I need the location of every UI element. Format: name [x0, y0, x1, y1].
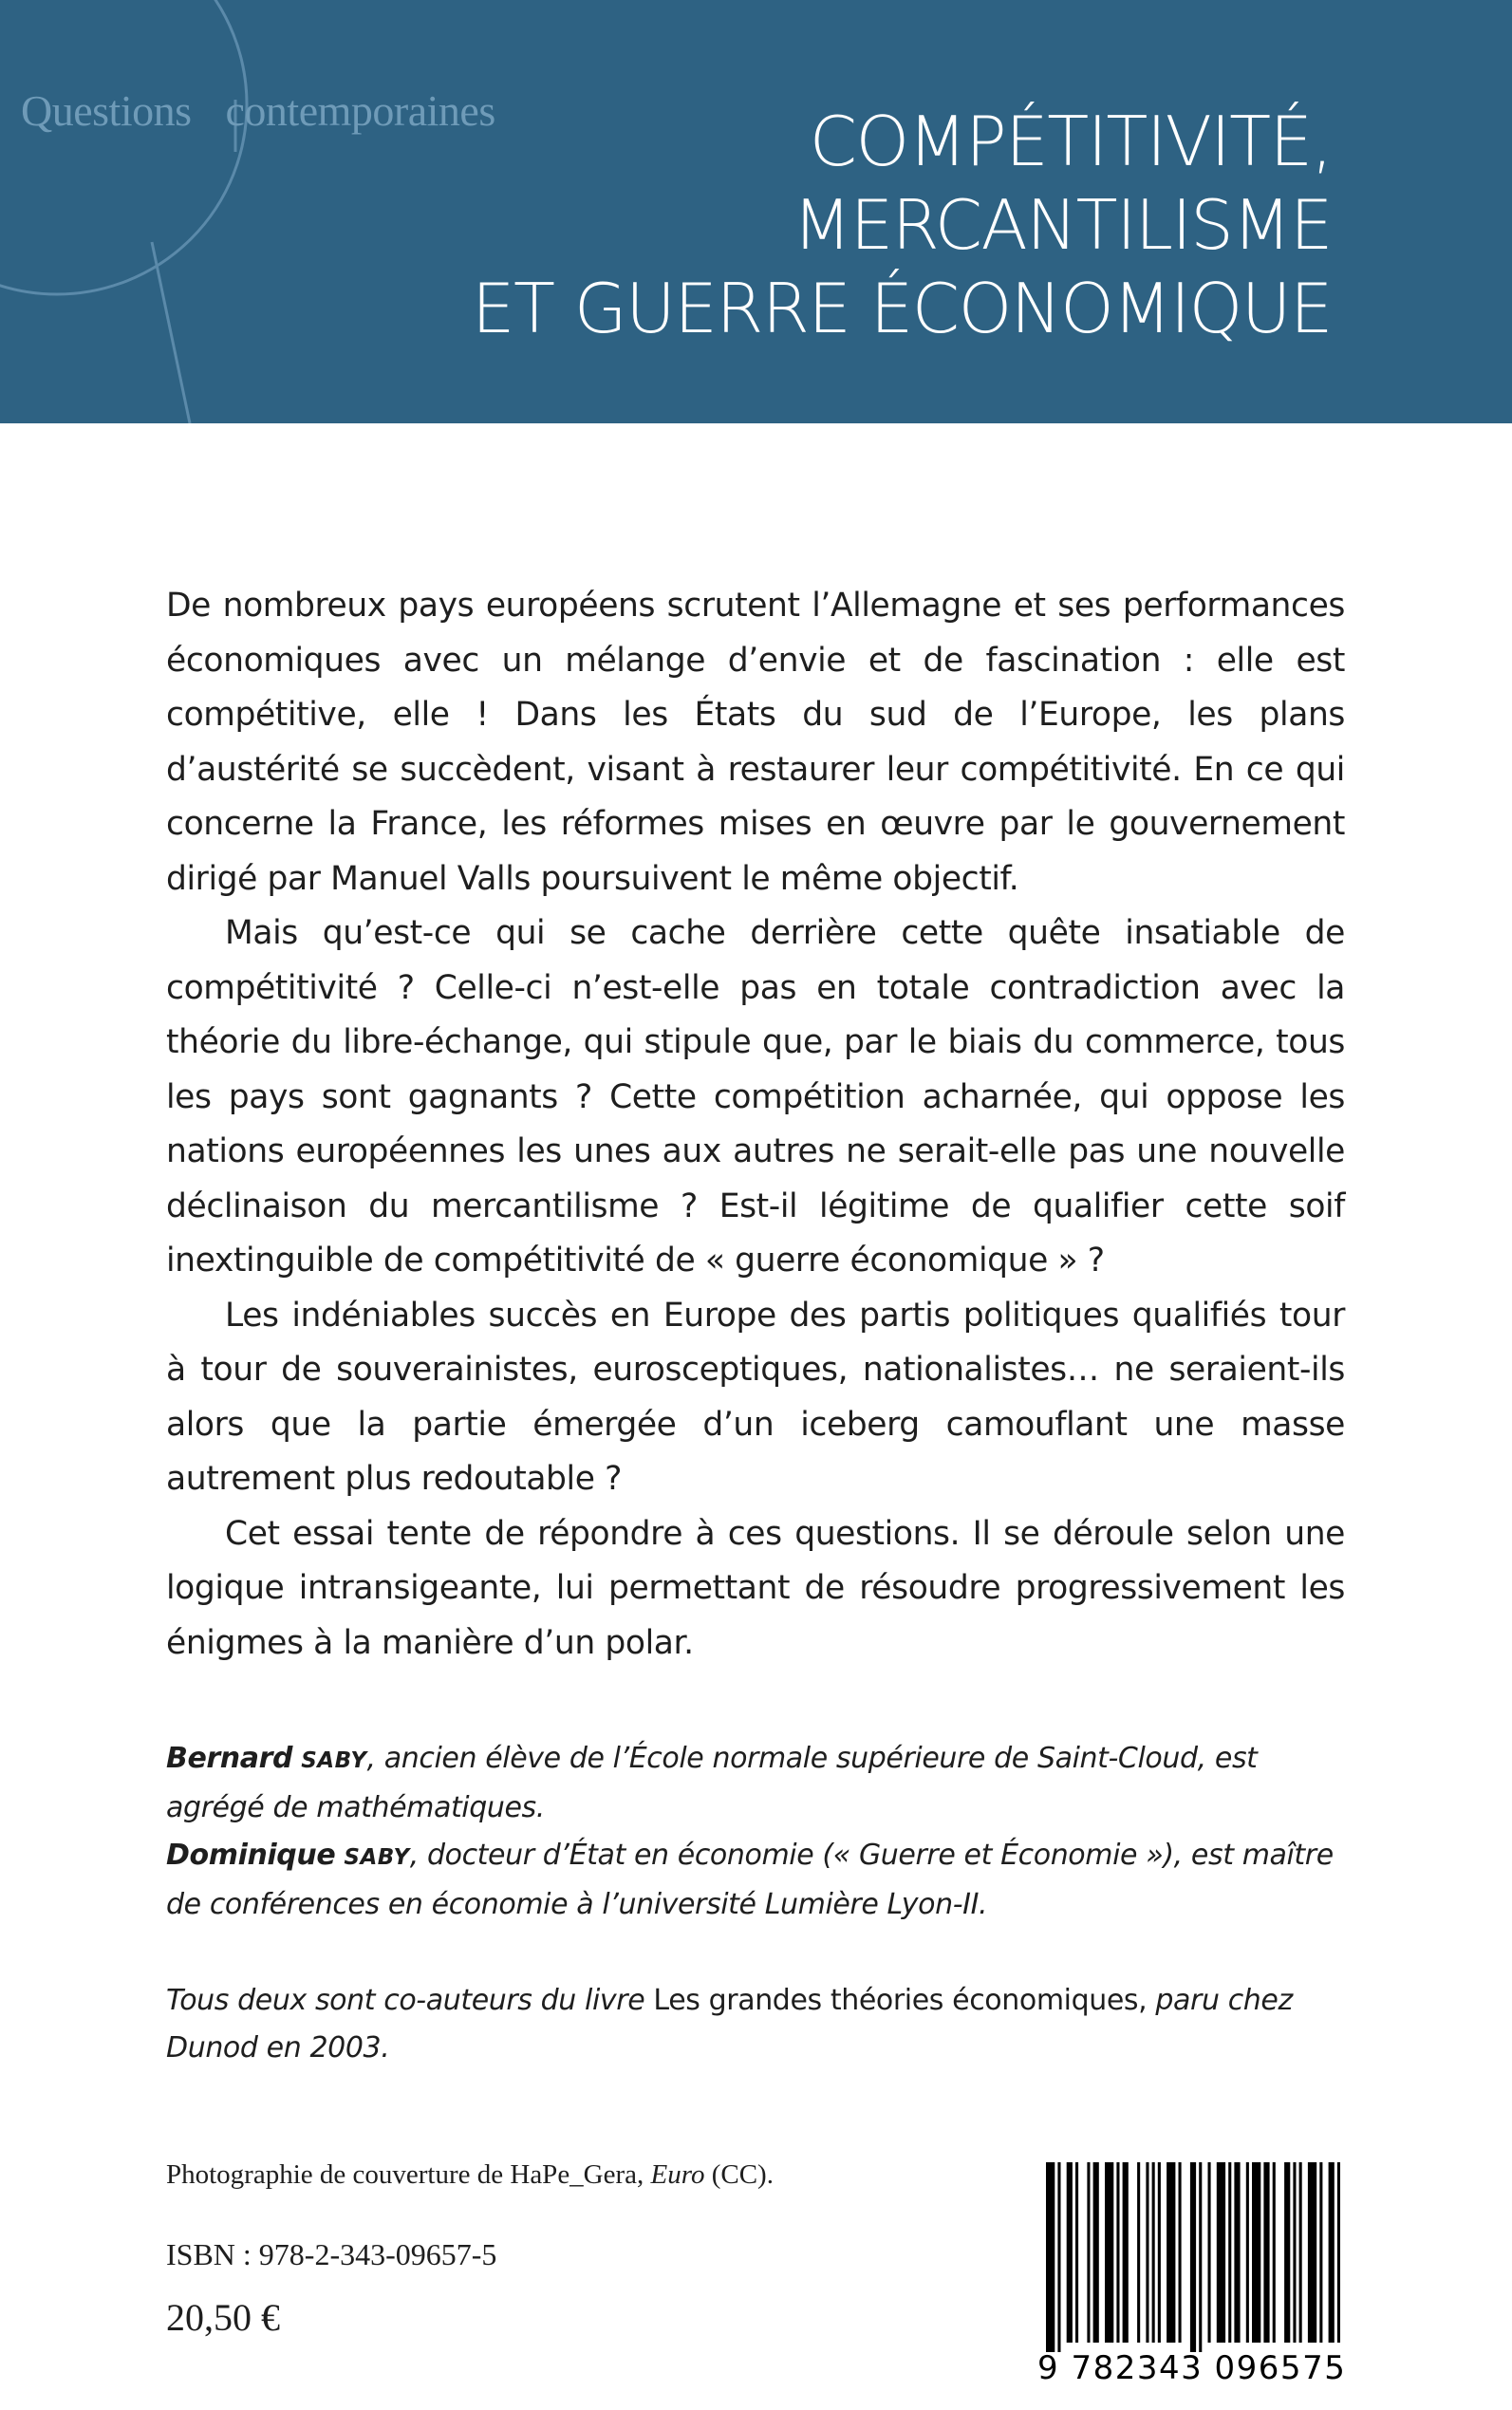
book-title-line: MERCANTILISME	[793, 185, 1332, 265]
author-description: , docteur d’État en économie (« Guerre et Économie »), est maître de conférences en économie à l’université Lumière Lyon-II.	[166, 1839, 1334, 1921]
series-word-1: Questions	[21, 86, 192, 135]
coauthor-note-after: paru chez Dunod en 2003.	[166, 1984, 1293, 2064]
book-title	[472, 100, 1332, 350]
photo-credit-work: Euro	[650, 2159, 705, 2190]
author-description: , ancien élève de l’École normale supérieure de Saint-Cloud, est agrégé de mathématiques.	[166, 1742, 1258, 1824]
series-name	[21, 85, 495, 136]
coauthor-book-title: Les grandes théories économiques,	[644, 1984, 1156, 2017]
isbn: ISBN : 978-2-343-09657-5	[166, 2237, 497, 2271]
book-title-line: ET GUERRE ÉCONOMIQUE	[472, 269, 1332, 348]
cover-header	[0, 0, 1512, 423]
summary-paragraph: Mais qu’est-ce qui se cache derrière cette quête insatiable de compétitivité ? Celle-ci n’est-elle pas en totale contradiction avec la théorie du libre-échange, qui stipule que, par le biais du commerce, tous les pays sont gagnants ? Cette compétition acharnée, qui oppose les nations européennes les unes aux autres ne serait-elle pas une nouvelle déclinaison du mercantilisme ? Est-il légitime de qualifier cette soif inextinguible de compétitivité de « guerre économique » ?	[166, 914, 1345, 1280]
series-word-2: contemporaines	[225, 86, 495, 135]
author-last-name: SABY	[301, 1748, 367, 1773]
coauthor-note-before: Tous deux sont co-auteurs du livre	[166, 1984, 645, 2017]
author-bio	[166, 1832, 1345, 1929]
summary-paragraph: De nombreux pays européens scrutent l’Allemagne et ses performances économiques avec un mélange d’envie et de fascination : elle est compétitive, elle ! Dans les États du sud de l’Europe, les plans d’austérité se succèdent, visant à restaurer leur compétitivité. En ce qui concerne la France, les réformes mises en œuvre par le gouvernement dirigé par Manuel Valls poursuivent le même objectif.	[166, 587, 1345, 898]
author-bios	[166, 1735, 1345, 1929]
author-bio	[166, 1735, 1345, 1832]
price: 20,50 €	[166, 2296, 280, 2339]
author-first-name: Bernard	[166, 1742, 293, 1775]
summary-paragraph: Cet essai tente de répondre à ces questions. Il se déroule selon une logique intransigeante, lui permettant de résoudre progressivement les énigmes à la manière d’un polar.	[166, 1514, 1345, 1662]
book-title-line: COMPÉTITIVITÉ,	[809, 102, 1332, 181]
coauthor-note	[166, 1977, 1345, 2072]
barcode-digits: 9 782343 096575	[1037, 2349, 1347, 2387]
barcode-icon	[1044, 2162, 1348, 2352]
photo-credit-before: Photographie de couverture de HaPe_Gera,	[166, 2159, 651, 2190]
author-first-name: Dominique	[166, 1839, 336, 1872]
author-last-name: SABY	[344, 1845, 410, 1870]
series-q-logo-icon	[0, 0, 304, 423]
summary-paragraph: Les indéniables succès en Europe des partis politiques qualifiés tour à tour de souverainistes, eurosceptiques, nationalistes… ne seraient-ils alors que la partie émergée d’un iceberg camouflant une masse autrement plus redoutable ?	[166, 1296, 1345, 1498]
photo-credit	[166, 2159, 774, 2191]
photo-credit-after: (CC).	[704, 2159, 774, 2190]
book-summary	[166, 579, 1345, 1671]
